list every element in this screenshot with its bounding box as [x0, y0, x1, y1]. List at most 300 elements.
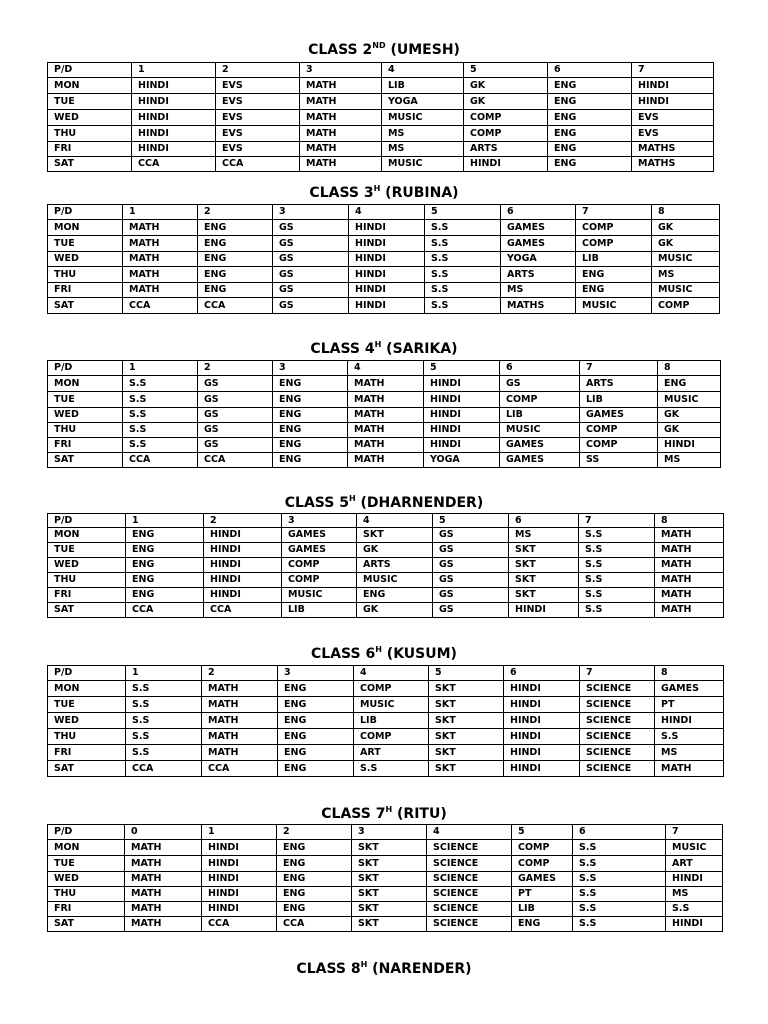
- timetable: [47, 62, 714, 172]
- subject-cell: HINDI: [204, 573, 282, 588]
- period-header-cell: 7: [576, 205, 652, 220]
- period-header-cell: 8: [655, 666, 724, 681]
- period-header-cell: 6: [548, 63, 632, 78]
- subject-cell: GS: [433, 603, 509, 618]
- subject-cell: SKT: [352, 917, 427, 932]
- subject-cell: S.S: [123, 408, 198, 423]
- subject-cell: ENG: [198, 267, 273, 283]
- subject-cell: ENG: [273, 392, 348, 408]
- subject-cell: COMP: [576, 220, 652, 236]
- class-title: [0, 42, 768, 58]
- subject-cell: HINDI: [632, 94, 714, 110]
- table-header-row: [48, 205, 720, 220]
- subject-cell: GAMES: [580, 408, 658, 423]
- subject-cell: MUSIC: [658, 392, 721, 408]
- subject-cell: COMP: [354, 729, 429, 745]
- subject-cell: ENG: [273, 438, 348, 453]
- subject-cell: ENG: [548, 126, 632, 142]
- class-title-teacher: (DHARNENDER): [355, 495, 484, 511]
- subject-cell: COMP: [354, 681, 429, 697]
- subject-cell: MATH: [300, 126, 382, 142]
- timetable: [47, 665, 724, 777]
- subject-cell: MATH: [202, 745, 278, 761]
- subject-cell: MATHS: [632, 142, 714, 157]
- class-title-name: CLASS 3: [309, 185, 374, 201]
- subject-cell: GS: [273, 236, 349, 252]
- subject-cell: ENG: [277, 887, 352, 902]
- subject-cell: S.S: [573, 840, 666, 856]
- subject-cell: S.S: [579, 528, 655, 543]
- subject-cell: HINDI: [504, 697, 580, 713]
- subject-cell: SKT: [357, 528, 433, 543]
- subject-cell: GK: [652, 220, 720, 236]
- subject-cell: S.S: [126, 729, 202, 745]
- subject-cell: GS: [500, 376, 580, 392]
- table-header-row: [48, 666, 724, 681]
- subject-cell: SKT: [509, 543, 579, 558]
- subject-cell: MATH: [348, 423, 424, 438]
- table-row: [48, 887, 723, 902]
- subject-cell: MATH: [655, 588, 724, 603]
- subject-cell: HINDI: [204, 528, 282, 543]
- class-title-superscript: H: [375, 645, 382, 654]
- subject-cell: EVS: [216, 110, 300, 126]
- period-header-cell: 6: [504, 666, 580, 681]
- subject-cell: HINDI: [349, 236, 425, 252]
- subject-cell: COMP: [512, 840, 573, 856]
- subject-cell: GAMES: [282, 528, 357, 543]
- subject-cell: ENG: [126, 558, 204, 573]
- class-title-superscript: H: [373, 184, 381, 193]
- subject-cell: ENG: [277, 856, 352, 872]
- class-title-name: CLASS 2: [308, 42, 373, 58]
- subject-cell: S.S: [425, 267, 501, 283]
- subject-cell: LIB: [576, 252, 652, 267]
- subject-cell: S.S: [573, 872, 666, 887]
- class-title-name: CLASS 6: [311, 646, 376, 662]
- subject-cell: HINDI: [132, 142, 216, 157]
- subject-cell: CCA: [198, 298, 273, 314]
- subject-cell: COMP: [580, 438, 658, 453]
- subject-cell: MATH: [202, 697, 278, 713]
- subject-cell: ENG: [548, 94, 632, 110]
- subject-cell: SKT: [352, 872, 427, 887]
- subject-cell: ARTS: [357, 558, 433, 573]
- subject-cell: HINDI: [504, 761, 580, 777]
- subject-cell: MATH: [300, 142, 382, 157]
- subject-cell: COMP: [464, 110, 548, 126]
- subject-cell: ENG: [278, 697, 354, 713]
- subject-cell: MATH: [348, 408, 424, 423]
- subject-cell: MUSIC: [382, 157, 464, 172]
- subject-cell: MATH: [655, 573, 724, 588]
- day-cell: FRI: [48, 142, 132, 157]
- table-row: [48, 94, 714, 110]
- day-cell: TUE: [48, 543, 126, 558]
- subject-cell: MATH: [125, 856, 202, 872]
- day-cell: SAT: [48, 917, 125, 932]
- subject-cell: MS: [658, 453, 721, 468]
- day-cell: FRI: [48, 283, 123, 298]
- table-row: [48, 267, 720, 283]
- class-title-superscript: H: [385, 805, 393, 814]
- subject-cell: HINDI: [504, 681, 580, 697]
- subject-cell: ENG: [273, 408, 348, 423]
- subject-cell: ENG: [277, 872, 352, 887]
- subject-cell: HINDI: [464, 157, 548, 172]
- subject-cell: ENG: [273, 423, 348, 438]
- period-header-cell: 3: [352, 825, 427, 840]
- period-header-cell: 3: [282, 514, 357, 528]
- subject-cell: ARTS: [464, 142, 548, 157]
- period-header-cell: 7: [579, 514, 655, 528]
- subject-cell: SCIENCE: [427, 887, 512, 902]
- subject-cell: S.S: [579, 543, 655, 558]
- table-row: [48, 142, 714, 157]
- subject-cell: MATH: [202, 729, 278, 745]
- subject-cell: SKT: [429, 681, 504, 697]
- subject-cell: S.S: [126, 713, 202, 729]
- class-title-teacher: (RUBINA): [380, 185, 459, 201]
- subject-cell: MS: [382, 142, 464, 157]
- period-header-cell: 5: [425, 205, 501, 220]
- subject-cell: ENG: [126, 573, 204, 588]
- table-row: [48, 872, 723, 887]
- subject-cell: HINDI: [424, 438, 500, 453]
- subject-cell: EVS: [216, 78, 300, 94]
- subject-cell: GAMES: [500, 453, 580, 468]
- subject-cell: MATH: [202, 681, 278, 697]
- table-row: [48, 603, 724, 618]
- period-header-cell: 0: [125, 825, 202, 840]
- day-cell: WED: [48, 872, 125, 887]
- class-title-teacher: (RITU): [392, 806, 447, 822]
- day-cell: THU: [48, 573, 126, 588]
- subject-cell: HINDI: [666, 917, 723, 932]
- day-cell: SAT: [48, 603, 126, 618]
- subject-cell: CCA: [277, 917, 352, 932]
- period-header-cell: 4: [349, 205, 425, 220]
- subject-cell: ARTS: [580, 376, 658, 392]
- table-row: [48, 856, 723, 872]
- subject-cell: MATH: [348, 392, 424, 408]
- subject-cell: SKT: [352, 902, 427, 917]
- day-cell: MON: [48, 78, 132, 94]
- subject-cell: MS: [382, 126, 464, 142]
- subject-cell: HINDI: [132, 110, 216, 126]
- day-cell: FRI: [48, 588, 126, 603]
- subject-cell: GS: [433, 588, 509, 603]
- subject-cell: S.S: [126, 745, 202, 761]
- subject-cell: LIB: [354, 713, 429, 729]
- timetable: [47, 513, 724, 618]
- table-row: [48, 423, 721, 438]
- subject-cell: HINDI: [632, 78, 714, 94]
- subject-cell: ENG: [198, 236, 273, 252]
- day-cell: THU: [48, 267, 123, 283]
- subject-cell: SKT: [429, 761, 504, 777]
- day-cell: SAT: [48, 761, 126, 777]
- table-row: [48, 298, 720, 314]
- subject-cell: MATH: [123, 252, 198, 267]
- period-header-cell: 8: [652, 205, 720, 220]
- subject-cell: MS: [655, 745, 724, 761]
- subject-cell: GAMES: [501, 220, 576, 236]
- subject-cell: S.S: [579, 603, 655, 618]
- timetable: [47, 204, 720, 314]
- period-header-cell: 7: [666, 825, 723, 840]
- subject-cell: S.S: [425, 283, 501, 298]
- subject-cell: MATH: [300, 110, 382, 126]
- subject-cell: S.S: [425, 252, 501, 267]
- subject-cell: GS: [273, 220, 349, 236]
- day-cell: WED: [48, 252, 123, 267]
- subject-cell: ENG: [273, 453, 348, 468]
- subject-cell: COMP: [512, 856, 573, 872]
- subject-cell: ART: [666, 856, 723, 872]
- subject-cell: S.S: [579, 573, 655, 588]
- subject-cell: COMP: [652, 298, 720, 314]
- subject-cell: YOGA: [501, 252, 576, 267]
- day-cell: THU: [48, 887, 125, 902]
- table-row: [48, 236, 720, 252]
- subject-cell: LIB: [382, 78, 464, 94]
- subject-cell: MUSIC: [382, 110, 464, 126]
- class-title-superscript: H: [360, 960, 368, 969]
- subject-cell: ENG: [126, 588, 204, 603]
- subject-cell: MUSIC: [666, 840, 723, 856]
- subject-cell: HINDI: [504, 745, 580, 761]
- subject-cell: MATH: [655, 528, 724, 543]
- subject-cell: SCIENCE: [427, 872, 512, 887]
- subject-cell: S.S: [573, 902, 666, 917]
- subject-cell: HINDI: [204, 558, 282, 573]
- day-cell: THU: [48, 729, 126, 745]
- subject-cell: S.S: [425, 220, 501, 236]
- class-title-superscript: H: [374, 340, 382, 349]
- subject-cell: CCA: [198, 453, 273, 468]
- subject-cell: SCIENCE: [580, 729, 655, 745]
- subject-cell: HINDI: [202, 840, 277, 856]
- subject-cell: HINDI: [349, 283, 425, 298]
- subject-cell: GS: [198, 392, 273, 408]
- subject-cell: HINDI: [424, 376, 500, 392]
- period-header-cell: 2: [198, 205, 273, 220]
- subject-cell: S.S: [579, 558, 655, 573]
- subject-cell: ENG: [548, 110, 632, 126]
- subject-cell: S.S: [126, 697, 202, 713]
- subject-cell: SCIENCE: [427, 902, 512, 917]
- subject-cell: CCA: [202, 761, 278, 777]
- subject-cell: COMP: [464, 126, 548, 142]
- subject-cell: MATH: [300, 94, 382, 110]
- class-title: [0, 806, 768, 822]
- subject-cell: HINDI: [202, 887, 277, 902]
- period-header-cell: 7: [632, 63, 714, 78]
- period-header-cell: 7: [580, 361, 658, 376]
- subject-cell: SCIENCE: [580, 681, 655, 697]
- subject-cell: HINDI: [349, 252, 425, 267]
- period-header-cell: P/D: [48, 514, 126, 528]
- subject-cell: GS: [198, 438, 273, 453]
- day-cell: WED: [48, 558, 126, 573]
- subject-cell: PT: [655, 697, 724, 713]
- table-row: [48, 283, 720, 298]
- class-title-superscript: ND: [372, 41, 386, 50]
- subject-cell: EVS: [216, 142, 300, 157]
- subject-cell: HINDI: [349, 298, 425, 314]
- subject-cell: SKT: [352, 840, 427, 856]
- subject-cell: MATH: [655, 543, 724, 558]
- class-title: [0, 341, 768, 357]
- day-cell: FRI: [48, 745, 126, 761]
- subject-cell: GK: [464, 94, 548, 110]
- day-cell: MON: [48, 840, 125, 856]
- subject-cell: HINDI: [424, 392, 500, 408]
- subject-cell: ENG: [548, 157, 632, 172]
- subject-cell: MUSIC: [652, 283, 720, 298]
- table-row: [48, 126, 714, 142]
- subject-cell: MATH: [125, 887, 202, 902]
- class-title-superscript: H: [348, 494, 356, 503]
- period-header-cell: 8: [658, 361, 721, 376]
- period-header-cell: P/D: [48, 205, 123, 220]
- subject-cell: ENG: [548, 142, 632, 157]
- day-cell: WED: [48, 713, 126, 729]
- subject-cell: LIB: [512, 902, 573, 917]
- day-cell: SAT: [48, 453, 123, 468]
- day-cell: WED: [48, 110, 132, 126]
- period-header-cell: 4: [348, 361, 424, 376]
- period-header-cell: 3: [273, 361, 348, 376]
- subject-cell: MS: [501, 283, 576, 298]
- table-row: [48, 528, 724, 543]
- subject-cell: GS: [198, 408, 273, 423]
- table-row: [48, 220, 720, 236]
- subject-cell: GAMES: [655, 681, 724, 697]
- subject-cell: GS: [198, 376, 273, 392]
- period-header-cell: 3: [300, 63, 382, 78]
- subject-cell: GK: [357, 543, 433, 558]
- subject-cell: SKT: [352, 856, 427, 872]
- subject-cell: ENG: [658, 376, 721, 392]
- class-title: [0, 646, 768, 662]
- subject-cell: HINDI: [655, 713, 724, 729]
- table-row: [48, 745, 724, 761]
- subject-cell: MATH: [348, 453, 424, 468]
- subject-cell: SKT: [429, 697, 504, 713]
- subject-cell: SKT: [509, 573, 579, 588]
- subject-cell: GS: [433, 573, 509, 588]
- day-cell: FRI: [48, 902, 125, 917]
- subject-cell: S.S: [573, 917, 666, 932]
- day-cell: SAT: [48, 157, 132, 172]
- table-row: [48, 697, 724, 713]
- subject-cell: GS: [273, 283, 349, 298]
- subject-cell: MUSIC: [500, 423, 580, 438]
- subject-cell: SCIENCE: [580, 697, 655, 713]
- subject-cell: SCIENCE: [427, 917, 512, 932]
- period-header-cell: 2: [202, 666, 278, 681]
- subject-cell: ENG: [548, 78, 632, 94]
- table-row: [48, 917, 723, 932]
- subject-cell: MATH: [348, 376, 424, 392]
- subject-cell: S.S: [126, 681, 202, 697]
- table-row: [48, 573, 724, 588]
- subject-cell: YOGA: [382, 94, 464, 110]
- class-title-name: CLASS 8: [296, 961, 361, 977]
- subject-cell: GK: [658, 408, 721, 423]
- subject-cell: ENG: [278, 729, 354, 745]
- subject-cell: LIB: [282, 603, 357, 618]
- subject-cell: ENG: [198, 283, 273, 298]
- subject-cell: COMP: [500, 392, 580, 408]
- subject-cell: MS: [652, 267, 720, 283]
- subject-cell: MATH: [300, 157, 382, 172]
- class-title-name: CLASS 7: [321, 806, 386, 822]
- period-header-cell: 7: [580, 666, 655, 681]
- subject-cell: SCIENCE: [427, 840, 512, 856]
- table-row: [48, 713, 724, 729]
- day-cell: TUE: [48, 94, 132, 110]
- subject-cell: S.S: [123, 423, 198, 438]
- table-row: [48, 840, 723, 856]
- subject-cell: HINDI: [666, 872, 723, 887]
- table-row: [48, 392, 721, 408]
- period-header-cell: 1: [126, 666, 202, 681]
- table-row: [48, 729, 724, 745]
- subject-cell: HINDI: [132, 78, 216, 94]
- period-header-cell: 2: [277, 825, 352, 840]
- subject-cell: HINDI: [424, 408, 500, 423]
- subject-cell: S.S: [123, 438, 198, 453]
- day-cell: MON: [48, 528, 126, 543]
- subject-cell: HINDI: [132, 126, 216, 142]
- day-cell: MON: [48, 376, 123, 392]
- subject-cell: HINDI: [202, 856, 277, 872]
- subject-cell: MATH: [123, 220, 198, 236]
- subject-cell: HINDI: [658, 438, 721, 453]
- day-cell: SAT: [48, 298, 123, 314]
- subject-cell: GK: [652, 236, 720, 252]
- subject-cell: MATH: [123, 236, 198, 252]
- subject-cell: MS: [509, 528, 579, 543]
- subject-cell: MUSIC: [576, 298, 652, 314]
- day-cell: MON: [48, 220, 123, 236]
- day-cell: FRI: [48, 438, 123, 453]
- period-header-cell: 1: [202, 825, 277, 840]
- day-cell: THU: [48, 423, 123, 438]
- subject-cell: S.S: [655, 729, 724, 745]
- subject-cell: ENG: [278, 681, 354, 697]
- period-header-cell: 3: [278, 666, 354, 681]
- day-cell: MON: [48, 681, 126, 697]
- table-row: [48, 157, 714, 172]
- subject-cell: MATH: [655, 603, 724, 618]
- class-title-teacher: (KUSUM): [381, 646, 457, 662]
- subject-cell: ENG: [277, 840, 352, 856]
- subject-cell: GAMES: [501, 236, 576, 252]
- subject-cell: SCIENCE: [427, 856, 512, 872]
- period-header-cell: 3: [273, 205, 349, 220]
- subject-cell: CCA: [216, 157, 300, 172]
- subject-cell: CCA: [132, 157, 216, 172]
- subject-cell: MATH: [125, 917, 202, 932]
- subject-cell: SKT: [429, 745, 504, 761]
- table-row: [48, 761, 724, 777]
- subject-cell: HINDI: [424, 423, 500, 438]
- table-row: [48, 438, 721, 453]
